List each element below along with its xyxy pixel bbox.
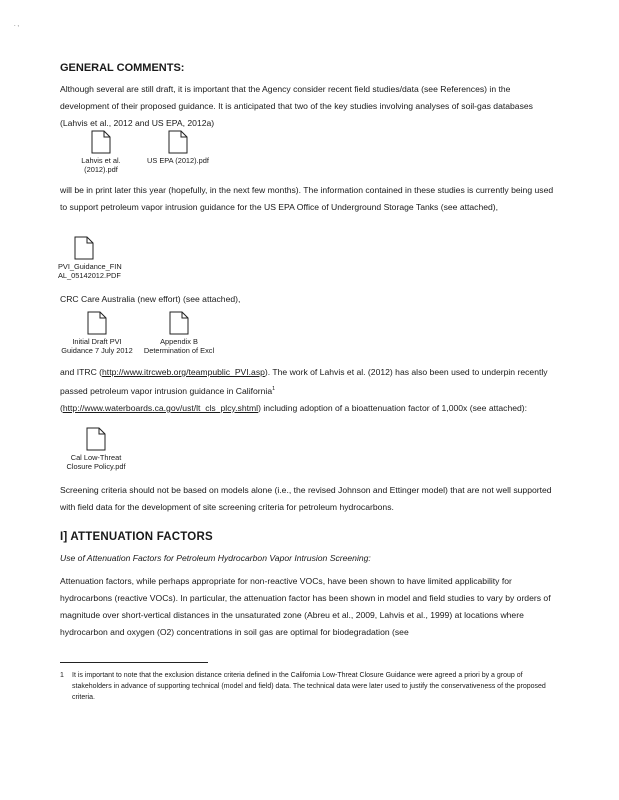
section-body: Attenuation factors, while perhaps appropriate for non-reactive VOCs, have been shown to have limited applicability for hydrocarbons (reactive VOCs). In particular, the attenuation factor has been shown in model and field studies to vary by orders of magnitude over short-vertical distances in the unsaturated zone (Abreu et al., 2009, Lahvis et al., 1999) at locations where hydrocarbon and oxygen (O2) concentrations in soil gas are optimal for biodegradation (see bbox=[60, 576, 551, 637]
pdf-file-icon bbox=[74, 236, 94, 260]
attachment-pvi-guidance[interactable] bbox=[58, 236, 122, 280]
section-subtitle: Use of Attenuation Factors for Petroleum Hydrocarbon Vapor Intrusion Screening: bbox=[60, 553, 371, 563]
text-fragment: ). The work of Lahvis et al. (2012) has also been used to underpin recently passed petroleum vapor intrusion guidance in California bbox=[60, 367, 548, 396]
attachment-label: US EPA (2012).pdf bbox=[147, 156, 209, 165]
attachment-label: Cal Low-Threat Closure Policy.pdf bbox=[66, 453, 126, 471]
text-fragment: ( bbox=[60, 402, 63, 413]
attachment-lahvis[interactable] bbox=[70, 130, 132, 174]
attachment-crc-initial-draft[interactable] bbox=[60, 311, 134, 355]
section-heading: GENERAL COMMENTS: bbox=[60, 62, 185, 74]
pdf-file-icon bbox=[169, 311, 189, 335]
waterboards-link[interactable]: http://www.waterboards.ca.gov/ust/lt_cls_plcy.shtml bbox=[62, 402, 259, 413]
footnote-ref[interactable]: 1 bbox=[272, 386, 276, 392]
attachment-label: PVI_Guidance_FINAL_05142012.PDF bbox=[58, 262, 122, 280]
attachment-usepa[interactable] bbox=[138, 130, 218, 165]
paragraph-intro: Although several are still draft, it is important that the Agency consider recent field studies/data (see References) in the development of their proposed guidance. It is anticipated that two of the key studies involving analyses of soil-gas databases (Lahvis et al., 2012 and US EPA, 2012a) bbox=[60, 84, 533, 128]
paragraph-itrc bbox=[60, 364, 560, 417]
footnote-number: 1 bbox=[60, 672, 64, 679]
section-title: I] ATTENUATION FACTORS bbox=[60, 531, 213, 543]
attachment-cal-low-threat[interactable] bbox=[58, 427, 134, 471]
pdf-file-icon bbox=[86, 427, 106, 451]
paragraph-screening: Screening criteria should not be based on models alone (i.e., the revised Johnson and Ettinger model) that are not well supported with field data for the development of site screening criteria for petroleum hydrocarbons. bbox=[60, 485, 552, 512]
paragraph-print: will be in print later this year (hopefully, in the next few months). The information contained in these studies is currently being used to support petroleum vapor intrusion guidance for the US EPA Office of Underground Storage Tanks (see attached), bbox=[60, 185, 554, 212]
footnote-divider bbox=[60, 662, 208, 663]
paragraph-crc: CRC Care Australia (new effort) (see attached), bbox=[60, 294, 241, 304]
attachment-label: Appendix B Determination of Excl bbox=[143, 337, 215, 355]
text-fragment: and ITRC ( bbox=[60, 367, 103, 377]
footnote-text: It is important to note that the exclusion distance criteria defined in the California Low-Threat Closure Guidance were agreed a priori by a group of stakeholders in advance of supporting technical (model and field) data. The technical data were later used to justify the conservativeness of the proposed criteria. bbox=[72, 672, 546, 701]
pdf-file-icon bbox=[87, 311, 107, 335]
attachment-crc-appendix-b[interactable] bbox=[140, 311, 218, 355]
attachment-label: Initial Draft PVI Guidance 7 July 2012 bbox=[61, 337, 133, 355]
attachment-label: Lahvis et al. (2012).pdf bbox=[81, 156, 121, 174]
text-fragment: ) including adoption of a bioattenuation factor of 1,000x (see attached): bbox=[258, 402, 528, 413]
pdf-file-icon bbox=[91, 130, 111, 154]
itrc-link[interactable]: http://www.itrcweb.org/teampublic_PVI.asp bbox=[102, 367, 265, 377]
pdf-file-icon bbox=[168, 130, 188, 154]
scan-mark: . , bbox=[14, 22, 20, 28]
